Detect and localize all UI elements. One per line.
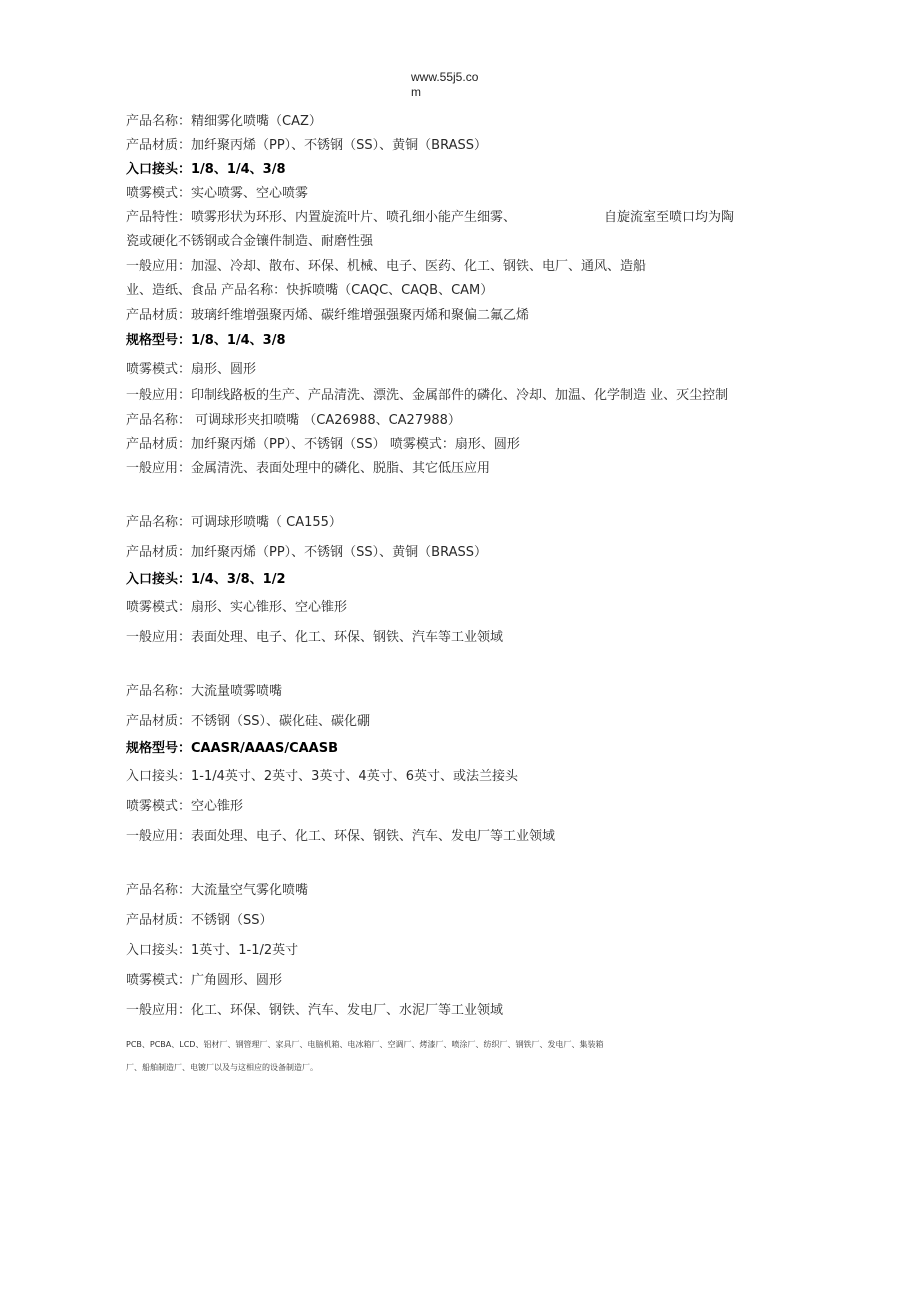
text-line: 业、造纸、食品 产品名称：快拆喷嘴（CAQC、CAQB、CAM） — [126, 283, 494, 298]
text-line: 一般应用：印制线路板的生产、产品清洗、漂洗、金属部件的磷化、冷却、加温、化学制造 业、灭尘控制 — [126, 388, 729, 403]
text-line: 产品材质：不锈钢（SS）、碳化硅、碳化硼 — [126, 714, 371, 729]
text-line: 产品名称：精细雾化喷嘴（CAZ） — [126, 114, 322, 129]
text-line: 喷雾模式：扇形、圆形 — [126, 362, 257, 377]
text-line: 喷雾模式：实心喷雾、空心喷雾 — [126, 186, 309, 201]
text-line: 一般应用：加湿、冷却、散布、环保、机械、电子、医药、化工、钢铁、电厂、通风、造船 — [126, 259, 647, 274]
text-line: 产品材质：不锈钢（SS） — [126, 913, 273, 928]
text-line: 产品特性：喷雾形状为环形、内置旋流叶片、喷孔细小能产生细雾、 — [126, 210, 517, 225]
text-line: 产品材质：加纤聚丙烯（PP）、不锈钢（SS）、黄铜（BRASS） — [126, 545, 488, 560]
text-line: 产品材质：加纤聚丙烯（PP）、不锈钢（SS）、黄铜（BRASS） — [126, 138, 488, 153]
text-line: 一般应用：化工、环保、钢铁、汽车、发电厂、水泥厂等工业领域 — [126, 1003, 504, 1018]
text-line: 产品材质：加纤聚丙烯（PP）、不锈钢（SS） 喷雾模式：扇形、圆形 — [126, 437, 520, 452]
footer-line-1: PCB、PCBA、LCD、铝材厂、钢管理厂、家具厂、电脑机箱、电冰箱厂、空调厂、烤漆厂、喷涂厂、纺织厂、钢铁厂、发电厂、集装箱 — [126, 1040, 604, 1049]
text-line: 入口接头：1/8、1/4、3/8 — [126, 162, 286, 177]
footer-line-2: 厂、船舶制造厂、电镀厂以及与这相应的设备制造厂。 — [126, 1063, 318, 1072]
text-line: 瓷或硬化不锈钢或合金镶件制造、耐磨性强 — [126, 234, 374, 249]
header-url-line2: m — [411, 85, 421, 99]
text-line: 一般应用：金属清洗、表面处理中的磷化、脱脂、其它低压应用 — [126, 461, 491, 476]
header-url — [411, 70, 478, 100]
text-line: 喷雾模式：空心锥形 — [126, 799, 244, 814]
text-line: 一般应用：表面处理、电子、化工、环保、钢铁、汽车、发电厂等工业领域 — [126, 829, 556, 844]
text-line: 入口接头：1-1/4英寸、2英寸、3英寸、4英寸、6英寸、或法兰接头 — [126, 769, 518, 784]
text-line: 产品名称：大流量空气雾化喷嘴 — [126, 883, 309, 898]
text-line: 入口接头：1英寸、1-1/2英寸 — [126, 943, 299, 958]
header-url-line1: www.55j5.co — [411, 70, 479, 84]
text-line: 规格型号：1/8、1/4、3/8 — [126, 333, 286, 348]
text-line: 产品材质：玻璃纤维增强聚丙烯、碳纤维增强强聚丙烯和聚偏二氟乙烯 — [126, 308, 530, 323]
text-line: 喷雾模式：广角圆形、圆形 — [126, 973, 283, 988]
text-line: 一般应用：表面处理、电子、化工、环保、钢铁、汽车等工业领域 — [126, 630, 504, 645]
text-line: 产品名称：大流量喷雾喷嘴 — [126, 684, 283, 699]
text-line: 喷雾模式：扇形、实心锥形、空心锥形 — [126, 600, 348, 615]
text-line: 产品名称： 可调球形夹扣喷嘴 （CA26988、CA27988） — [126, 413, 461, 428]
text-line: 自旋流室至喷口均为陶 — [604, 210, 735, 225]
text-line: 规格型号：CAASR/AAAS/CAASB — [126, 741, 339, 756]
text-line: 产品名称：可调球形喷嘴（ CA155） — [126, 515, 342, 530]
text-line: 入口接头：1/4、3/8、1/2 — [126, 572, 286, 587]
